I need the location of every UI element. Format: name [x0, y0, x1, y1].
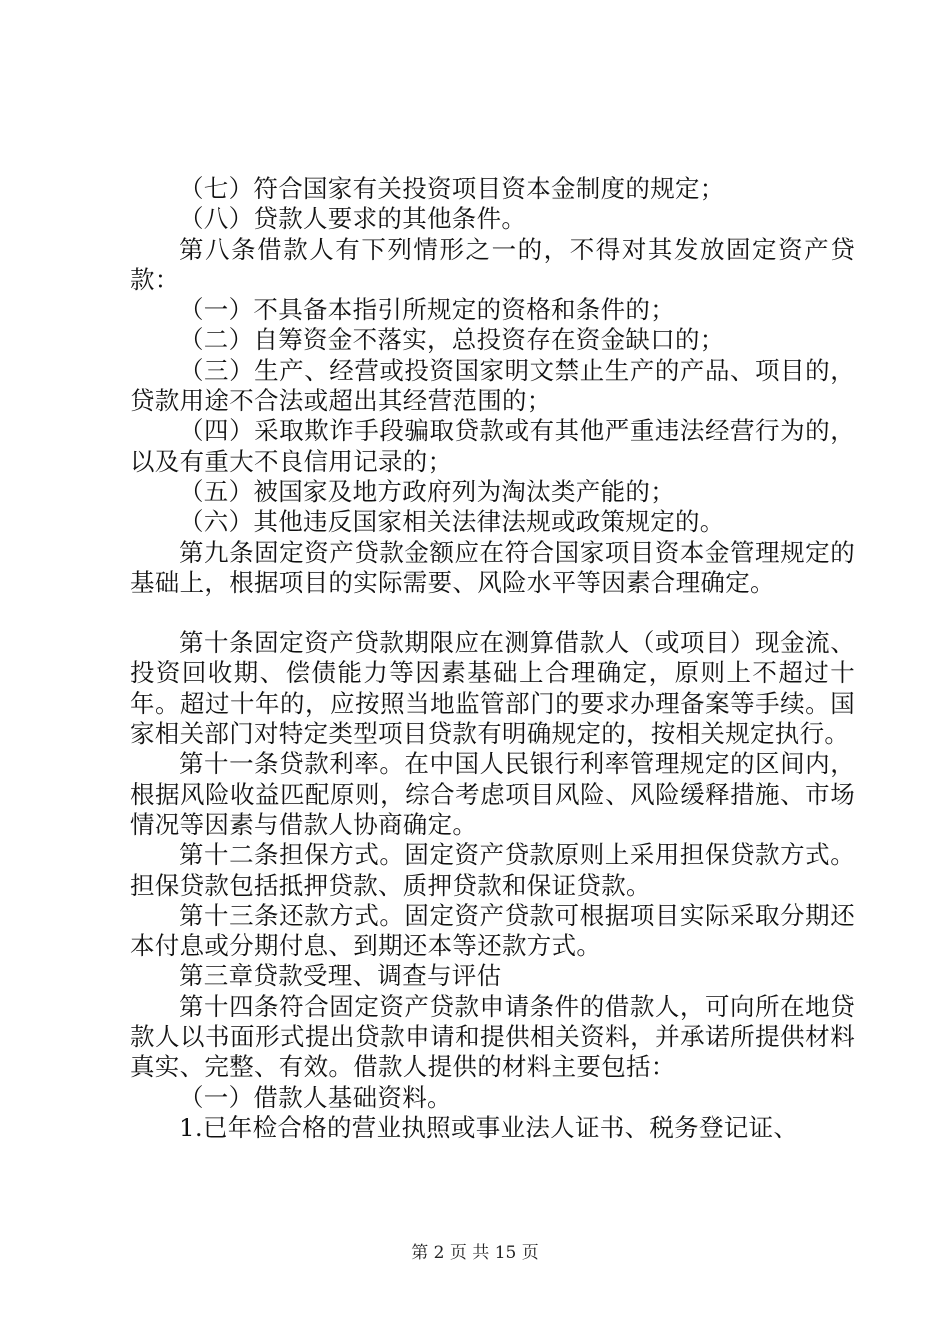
article-9: 第九条固定资产贷款金额应在符合国家项目资本金管理规定的基础上，根据项目的实际需要、风险水平等因素合理确定。	[130, 537, 855, 597]
page-number-footer: 第 2 页 共 15 页	[411, 1243, 539, 1263]
article-13: 第十三条还款方式。固定资产贷款可根据项目实际采取分期还本付息或分期付息、到期还本等还款方式。	[130, 900, 855, 961]
article-12: 第十二条担保方式。固定资产贷款原则上采用担保贷款方式。担保贷款包括抵押贷款、质押贷款和保证贷款。	[130, 840, 855, 900]
chapter-3-heading: 第三章贷款受理、调查与评估	[179, 961, 502, 991]
article-11: 第十一条贷款利率。在中国人民银行利率管理规定的区间内，根据风险收益匹配原则，综合考虑项目风险、风险缓释措施、市场情况等因素与借款人协商确定。	[130, 749, 855, 839]
article-8-item-6: （六）其他违反国家相关法律法规或政策规定的。	[179, 507, 725, 537]
article-8-item-2: （二）自筹资金不落实，总投资存在资金缺口的；	[179, 325, 725, 355]
paragraph-item-7: （七）符合国家有关投资项目资本金制度的规定；	[179, 174, 725, 203]
paragraph-gap	[130, 598, 855, 628]
article-14: 第十四条符合固定资产贷款申请条件的借款人，可向所在地贷款人以书面形式提出贷款申请和提供相关资料，并承诺所提供材料真实、完整、有效。借款人提供的材料主要包括：	[130, 991, 855, 1082]
article-14-subitem-1: 1.已年检合格的营业执照或事业法人证书、税务登记证、	[179, 1112, 799, 1142]
article-8-item-5: （五）被国家及地方政府列为淘汰类产能的；	[179, 476, 675, 506]
document-body	[130, 174, 855, 1143]
article-8-item-4: （四）采取欺诈手段骗取贷款或有其他严重违法经营行为的，以及有重大不良信用记录的；	[130, 416, 855, 476]
paragraph-item-8: （八）贷款人要求的其他条件。	[179, 204, 527, 234]
article-14-item-1: （一）借款人基础资料。	[179, 1082, 452, 1112]
article-8-item-3: （三）生产、经营或投资国家明文禁止生产的产品、项目的，贷款用途不合法或超出其经营范围的；	[130, 355, 855, 416]
article-8: 第八条借款人有下列情形之一的，不得对其发放固定资产贷款：	[130, 234, 855, 294]
article-10: 第十条固定资产贷款期限应在测算借款人（或项目）现金流、投资回收期、偿债能力等因素基础上合理确定，原则上不超过十年。超过十年的，应按照当地监管部门的要求办理备案等手续。国家相关部门对特定类型项目贷款有明确规定的，按相关规定执行。	[130, 628, 855, 749]
article-8-item-1: （一）不具备本指引所规定的资格和条件的；	[179, 295, 675, 325]
